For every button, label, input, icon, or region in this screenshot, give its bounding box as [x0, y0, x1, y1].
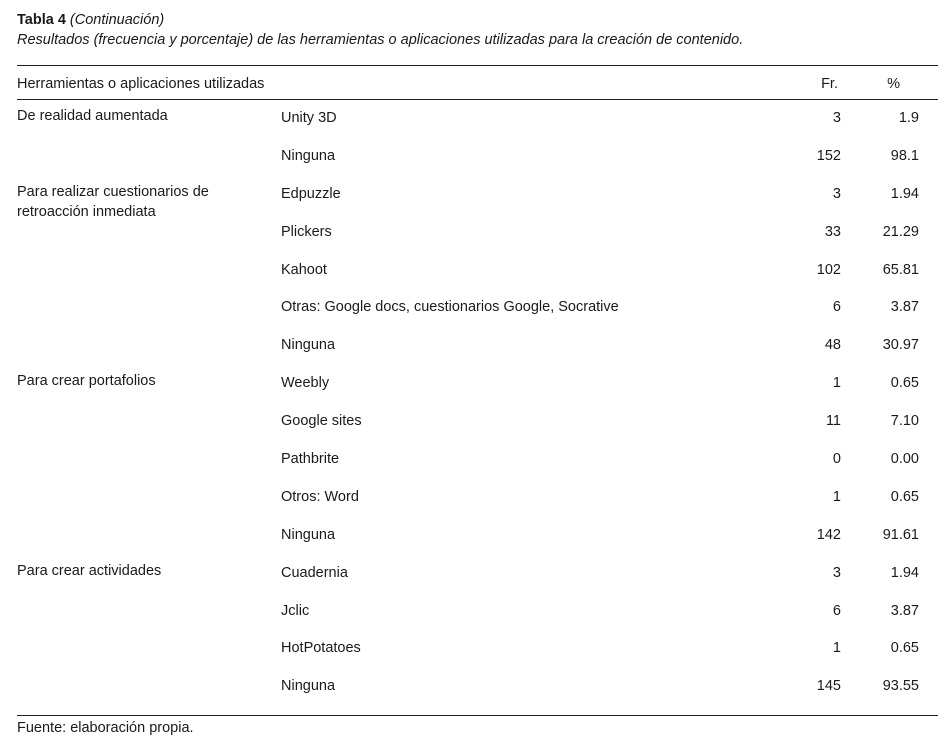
percentage-cell: 21.29: [882, 223, 919, 240]
frequency-cell: 145: [816, 678, 841, 695]
frequency-cell: 33: [824, 223, 841, 240]
percentage-cell: 98.1: [890, 147, 919, 164]
table-row: [17, 327, 938, 365]
tool-cell: HotPotatoes: [281, 640, 361, 657]
tool-cell: Ninguna: [281, 147, 336, 164]
tool-cell: Edpuzzle: [281, 185, 341, 202]
tool-cell: Ninguna: [281, 337, 336, 354]
percentage-cell: 93.55: [882, 678, 919, 695]
tool-cell: Jclic: [281, 602, 310, 619]
percentage-cell: 3.87: [890, 299, 919, 316]
table-row: [17, 289, 938, 327]
frequency-cell: 1: [832, 375, 841, 392]
tool-cell: Otros: Word: [281, 488, 359, 505]
table-figure: [17, 10, 938, 736]
table-row: [17, 668, 938, 706]
frequency-cell: 48: [824, 337, 841, 354]
table-row: [17, 176, 938, 220]
tool-cell: Ninguna: [281, 678, 336, 695]
category-cell: De realidad aumentada: [17, 108, 168, 124]
bottom-rule: [17, 715, 938, 716]
frequency-cell: 152: [816, 147, 841, 164]
category-cell: Para crear portafolios: [17, 373, 156, 390]
tool-cell: Otras: Google docs, cuestionarios Google, Socrative: [281, 299, 619, 316]
percentage-cell: 3.87: [890, 602, 919, 619]
frequency-cell: 3: [832, 185, 841, 202]
frequency-cell: 1: [832, 488, 841, 505]
table-row: [17, 479, 938, 517]
header-frequency: Fr.: [821, 76, 838, 92]
table-row: [17, 555, 938, 593]
table-subtitle: Resultados (frecuencia y porcentaje) de las herramientas o aplicaciones utilizadas para la creación de contenido.: [17, 32, 744, 48]
table-row: [17, 403, 938, 441]
frequency-cell: 142: [816, 526, 841, 543]
tool-cell: Plickers: [281, 223, 332, 240]
table-source: Fuente: elaboración propia.: [17, 720, 194, 736]
table-label: Tabla 4: [17, 12, 66, 28]
tool-cell: Pathbrite: [281, 451, 340, 468]
percentage-cell: 91.61: [882, 526, 919, 543]
tool-cell: Unity 3D: [281, 110, 337, 126]
tool-cell: Cuadernia: [281, 564, 348, 581]
frequency-cell: 102: [816, 261, 841, 278]
percentage-cell: 1.94: [890, 185, 919, 202]
frequency-cell: 1: [832, 640, 841, 657]
table-caption: [17, 10, 938, 30]
top-rule: [17, 65, 938, 66]
category-cell: Para crear actividades: [17, 562, 162, 579]
table-row: [17, 517, 938, 555]
header-percentage: %: [887, 76, 900, 92]
table-row: [17, 252, 938, 290]
percentage-cell: 1.9: [898, 110, 919, 126]
tool-cell: Kahoot: [281, 261, 327, 278]
frequency-cell: 3: [832, 564, 841, 581]
header-tools: Herramientas o aplicaciones utilizadas: [17, 76, 265, 92]
percentage-cell: 30.97: [882, 337, 919, 354]
table-header: [17, 73, 938, 95]
frequency-cell: 6: [832, 299, 841, 316]
percentage-cell: 0.65: [890, 488, 919, 505]
frequency-cell: 0: [832, 451, 841, 468]
table-row: [17, 630, 938, 668]
percentage-cell: 7.10: [890, 413, 919, 430]
table-row: [17, 365, 938, 403]
percentage-cell: 0.65: [890, 375, 919, 392]
percentage-cell: 0.00: [890, 451, 919, 468]
category-cell: Para realizar cuestionarios de retroacción inmediata: [17, 183, 209, 220]
tool-cell: Weebly: [281, 375, 330, 392]
table-row: [17, 138, 938, 176]
percentage-cell: 1.94: [890, 564, 919, 581]
frequency-cell: 6: [832, 602, 841, 619]
percentage-cell: 0.65: [890, 640, 919, 657]
table-row: [17, 100, 938, 138]
table-row: [17, 214, 938, 252]
frequency-cell: 3: [832, 110, 841, 126]
tool-cell: Google sites: [281, 413, 362, 430]
tool-cell: Ninguna: [281, 526, 336, 543]
table-body: [17, 100, 938, 706]
table-continuation: (Continuación): [69, 12, 165, 28]
frequency-cell: 11: [825, 413, 841, 430]
percentage-cell: 65.81: [882, 261, 919, 278]
table-row: [17, 593, 938, 631]
table-row: [17, 441, 938, 479]
